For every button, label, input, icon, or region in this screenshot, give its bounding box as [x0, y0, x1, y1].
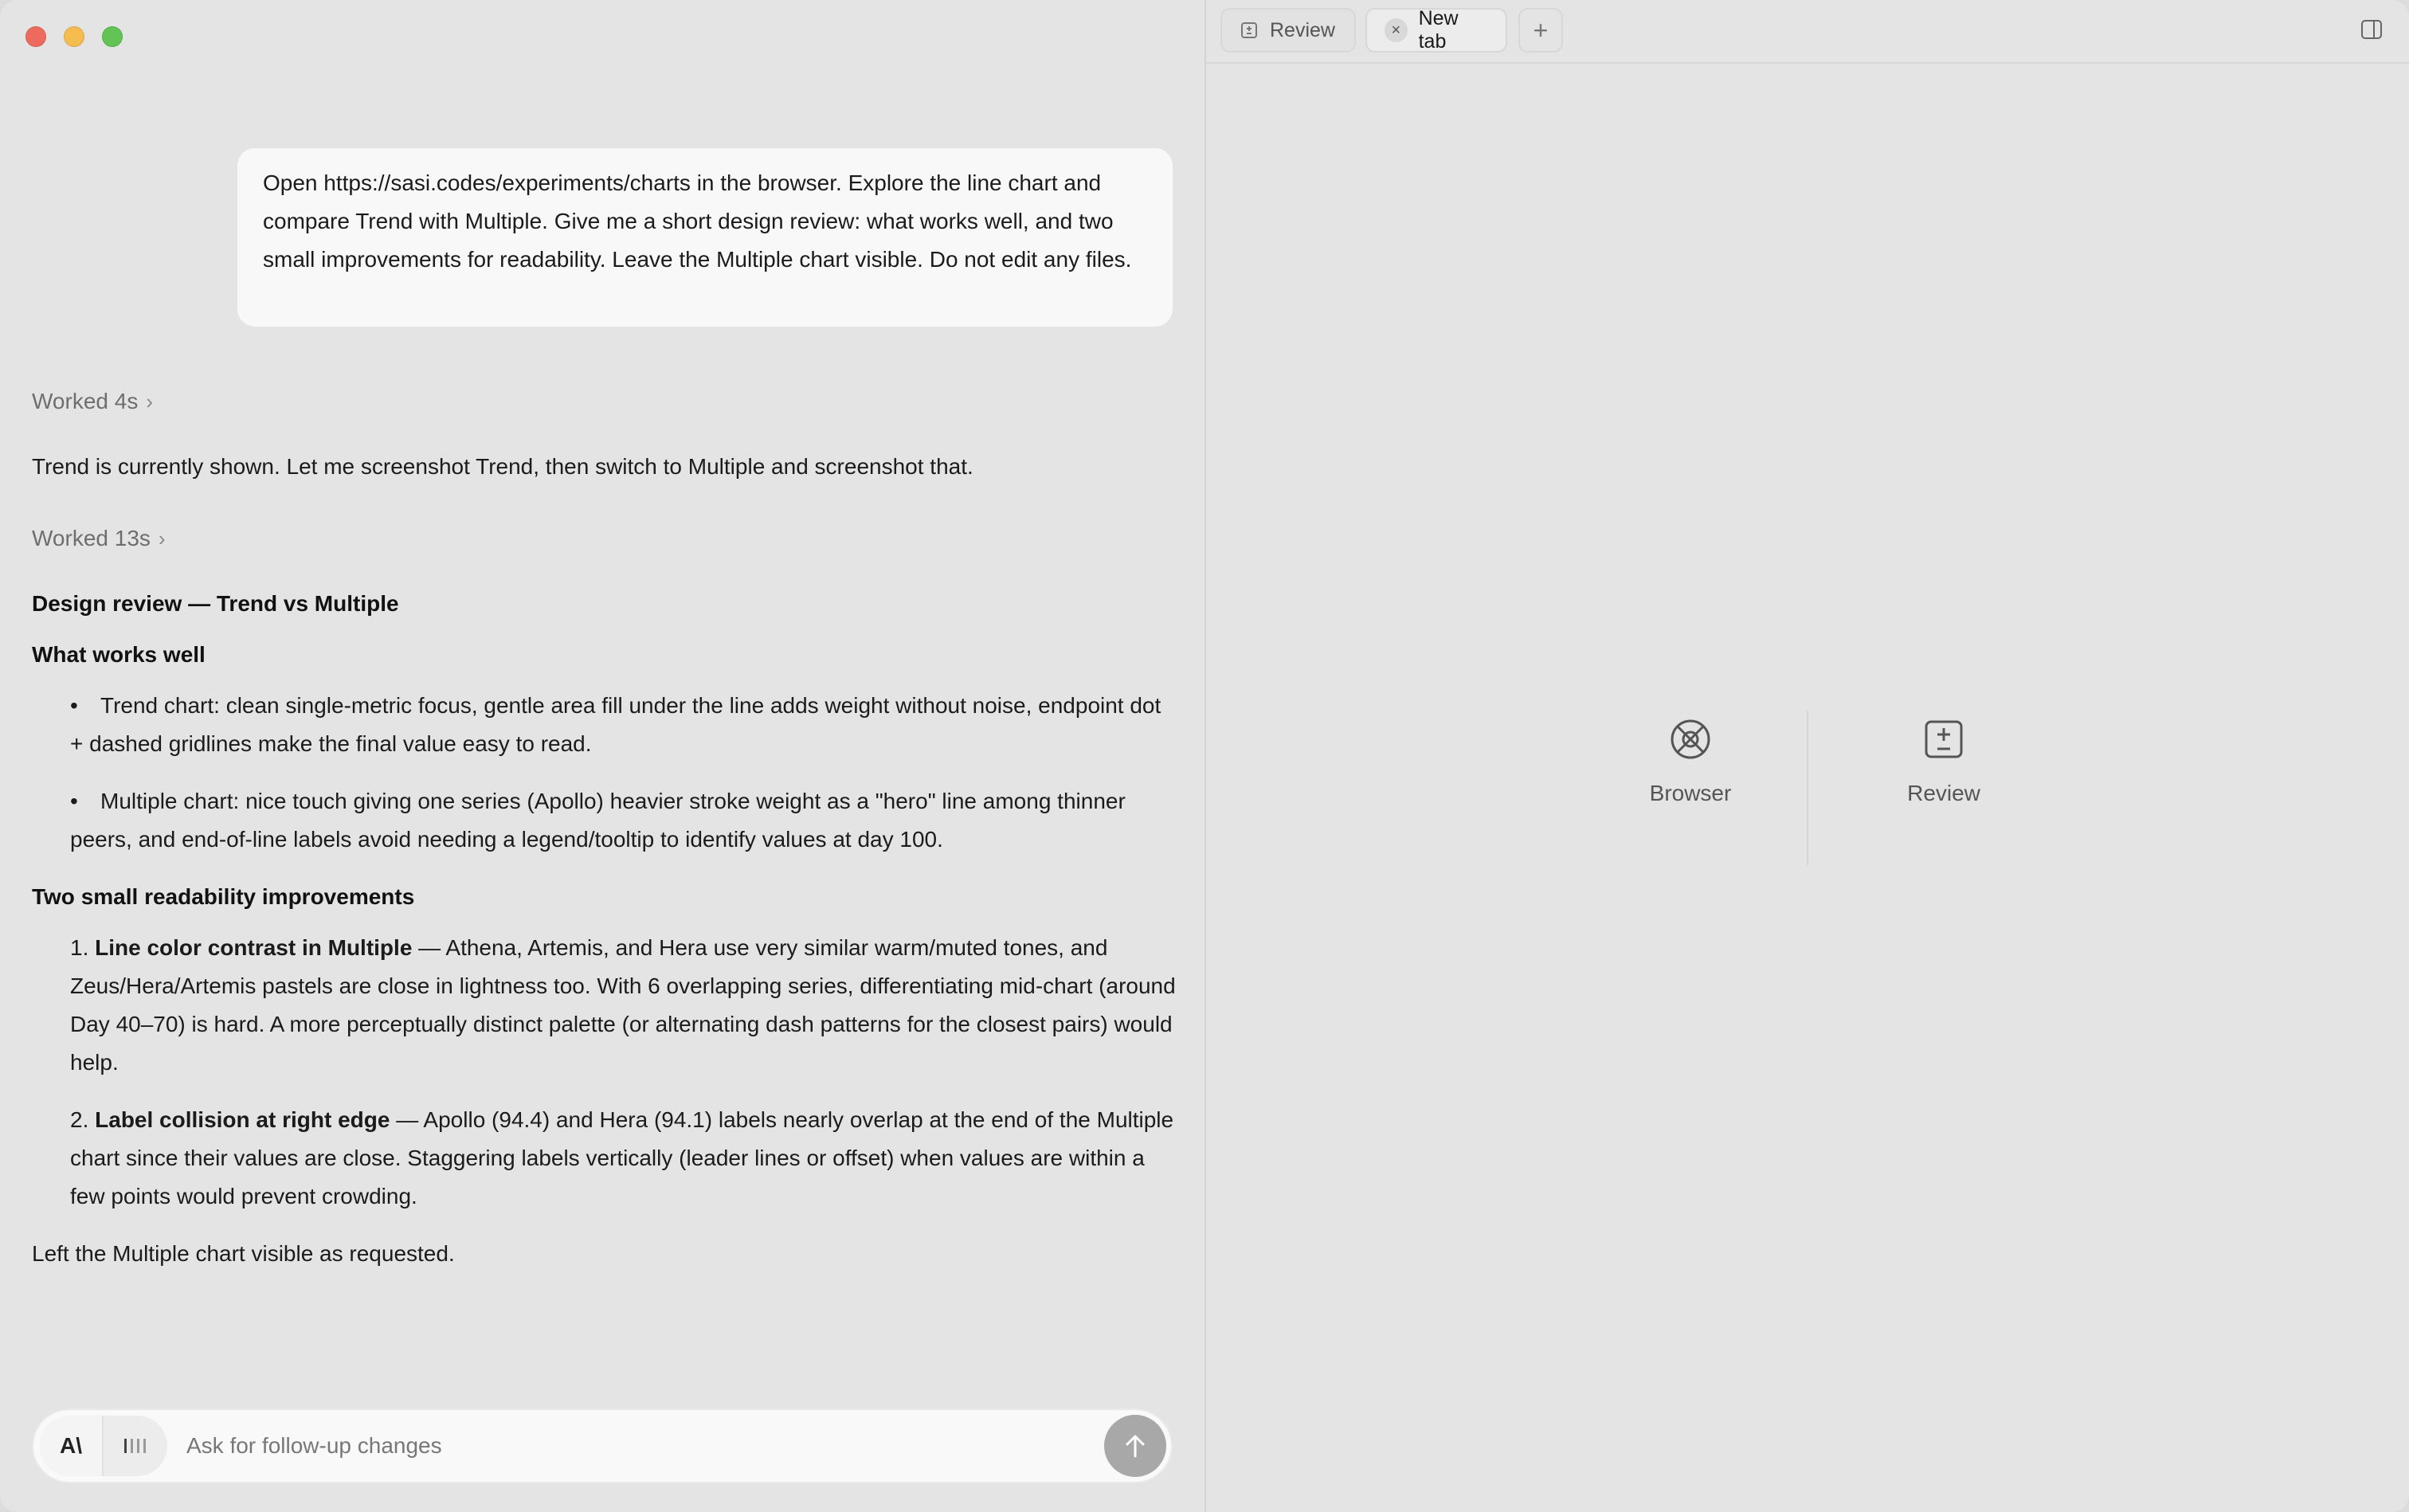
tab-review[interactable]: Review: [1220, 8, 1356, 53]
assistant-message: Trend is currently shown. Let me screenshot Trend, then switch to Multiple and screenshot that.: [32, 454, 973, 479]
mode-toggle: [40, 1416, 167, 1476]
list-item: 1. Line color contrast in Multiple — Athena, Artemis, and Hera use very similar warm/muted tones, and Zeus/Hera/Artemis pastels are close in lightness too. With 6 overlapping series, differentiating mid-chart (around Day 40–70) is hard. A more perceptually distinct palette (or alternating dash patterns for the closest pairs) would help.: [70, 935, 1176, 1075]
send-button[interactable]: [1104, 1415, 1166, 1477]
improvements-heading: Two small readability improvements: [32, 884, 415, 909]
composer: [32, 1408, 1173, 1483]
works-well-heading: What works well: [32, 642, 206, 667]
model-mode-button[interactable]: A\: [40, 1416, 104, 1476]
chevron-right-icon: ›: [146, 389, 153, 413]
plus-icon: +: [1533, 15, 1549, 45]
worked-label: Worked 13s: [32, 526, 151, 550]
browser-pane: [1206, 0, 2409, 1512]
browser-label: Browser: [1649, 781, 1732, 805]
list-item: • Multiple chart: nice touch giving one series (Apollo) heavier stroke weight as a "hero" line among thinner peers, and end-of-line labels avoid needing a legend/tooltip to identify values at day 100.: [70, 782, 1177, 859]
tab-new-tab[interactable]: × New tab: [1365, 8, 1507, 53]
review-label: Review: [1907, 781, 1980, 805]
worked-disclosure-2[interactable]: [32, 526, 166, 551]
list-item: 2. Label collision at right edge — Apollo (94.4) and Hera (94.1) labels nearly overlap at the end of the Multiple chart since their values are close. Staggering labels vertically (leader lines or offset) when values are within a few points would prevent crowding.: [70, 1107, 1174, 1208]
close-icon[interactable]: ×: [1385, 18, 1408, 42]
list-item: • Trend chart: clean single-metric focus, gentle area fill under the line adds weight without noise, endpoint dot + dashed gridlines make the final value easy to read.: [70, 687, 1177, 763]
sidebar-toggle-icon[interactable]: [2360, 18, 2384, 41]
conversation-pane: [0, 0, 1204, 1512]
worked-disclosure-1[interactable]: [32, 389, 153, 414]
review-icon: [1240, 21, 1259, 40]
bullet-icon: •: [70, 693, 78, 718]
launcher-divider: [1807, 711, 1808, 865]
user-message: Open https://sasi.codes/experiments/charts in the browser. Explore the line chart and compare Trend with Multiple. Give me a short design review: what works well, and two small improvements for readability. Leave the Multiple chart visible. Do not edit any files.: [237, 148, 1173, 327]
browser-launcher[interactable]: [1592, 717, 1789, 806]
review-launcher[interactable]: [1845, 717, 2043, 806]
voice-mode-button[interactable]: [104, 1416, 167, 1476]
waveform-icon: [123, 1436, 147, 1455]
arrow-up-icon: [1125, 1434, 1146, 1458]
follow-up-input[interactable]: [167, 1416, 1104, 1476]
bullet-icon: •: [70, 789, 78, 813]
browser-icon: [1668, 717, 1713, 762]
closing-message: Left the Multiple chart visible as requested.: [32, 1241, 455, 1266]
review-title: Design review — Trend vs Multiple: [32, 591, 399, 616]
new-tab-button[interactable]: [1518, 8, 1563, 53]
chevron-right-icon: ›: [158, 526, 166, 550]
tab-bar: [1206, 0, 2409, 64]
review-diff-icon: [1921, 717, 1966, 762]
worked-label: Worked 4s: [32, 389, 139, 413]
